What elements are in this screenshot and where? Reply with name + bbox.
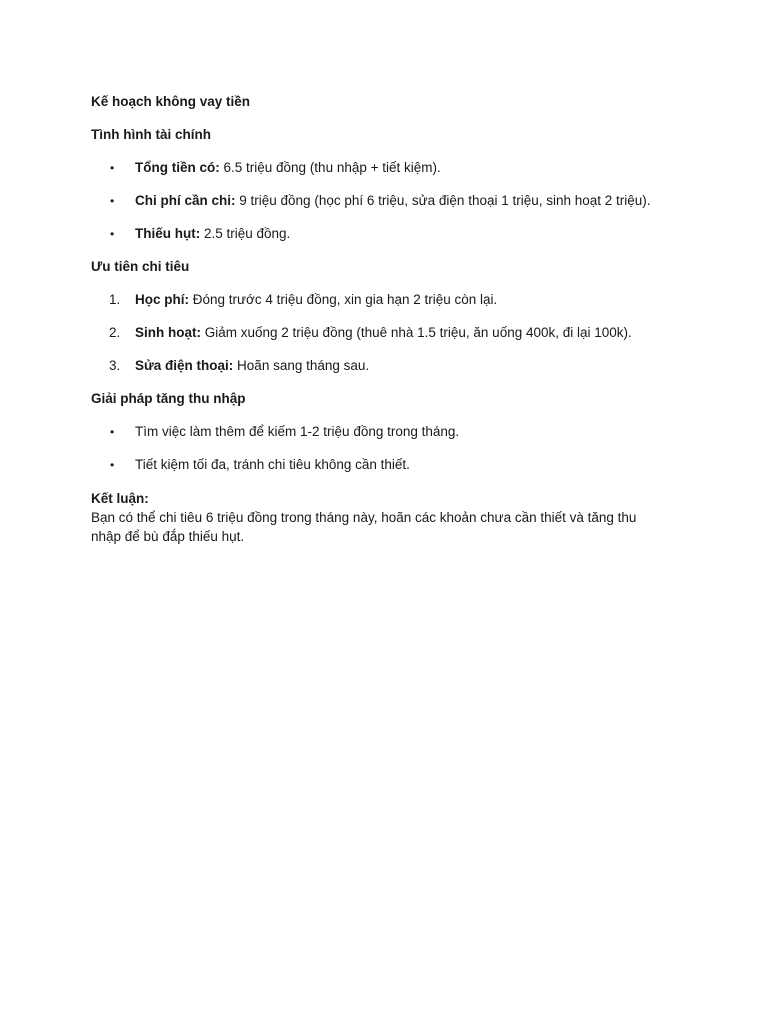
item-number: 1. [109, 292, 121, 307]
finance-heading: Tình hình tài chính [91, 127, 211, 142]
list-item [91, 159, 691, 192]
item-text: Tìm việc làm thêm để kiếm 1-2 triệu đồng trong tháng. [135, 424, 460, 439]
priority-heading: Ưu tiên chi tiêu [91, 259, 190, 274]
document-body [91, 93, 691, 546]
bullet-icon: • [110, 161, 115, 175]
item-number: 2. [109, 325, 121, 340]
item-text: Tiết kiệm tối đa, tránh chi tiêu không cần thiết. [135, 457, 410, 472]
list-item [91, 423, 691, 456]
item-label: Sinh hoạt: [135, 325, 201, 340]
list-item [91, 291, 691, 324]
item-text: Giảm xuống 2 triệu đồng (thuê nhà 1.5 triệu, ăn uống 400k, đi lại 100k). [201, 325, 632, 340]
finance-list [91, 159, 691, 258]
item-label: Chi phí cần chi: [135, 193, 236, 208]
item-label: Sửa điện thoại: [135, 358, 234, 373]
list-item [91, 225, 691, 258]
income-list [91, 423, 691, 489]
item-text: Đóng trước 4 triệu đồng, xin gia hạn 2 triệu còn lại. [189, 292, 498, 307]
item-text: 6.5 triệu đồng (thu nhập + tiết kiệm). [219, 160, 441, 175]
item-label: Tổng tiền có: [135, 160, 220, 175]
conclusion-heading: Kết luận: [91, 491, 149, 506]
income-heading: Giải pháp tăng thu nhập [91, 391, 246, 406]
item-text: 2.5 triệu đồng. [200, 226, 291, 241]
bullet-icon: • [110, 458, 115, 472]
bullet-icon: • [110, 194, 115, 208]
item-text: 9 triệu đồng (học phí 6 triệu, sửa điện thoại 1 triệu, sinh hoạt 2 triệu). [235, 193, 651, 208]
item-label: Thiếu hụt: [135, 226, 201, 241]
list-item [91, 456, 691, 489]
item-text: Hoãn sang tháng sau. [233, 358, 370, 373]
list-item [91, 192, 691, 225]
list-item [91, 324, 691, 357]
list-item [91, 357, 691, 390]
priority-list [91, 291, 691, 390]
conclusion [91, 489, 691, 546]
document-title: Kế hoạch không vay tiền [91, 94, 251, 109]
bullet-icon: • [110, 425, 115, 439]
conclusion-text: Bạn có thể chi tiêu 6 triệu đồng trong tháng này, hoãn các khoản chưa cần thiết và tăng thu nhập để bù đắp thiếu hụt. [91, 510, 637, 544]
item-number: 3. [109, 358, 121, 373]
item-label: Học phí: [135, 292, 189, 307]
bullet-icon: • [110, 227, 115, 241]
